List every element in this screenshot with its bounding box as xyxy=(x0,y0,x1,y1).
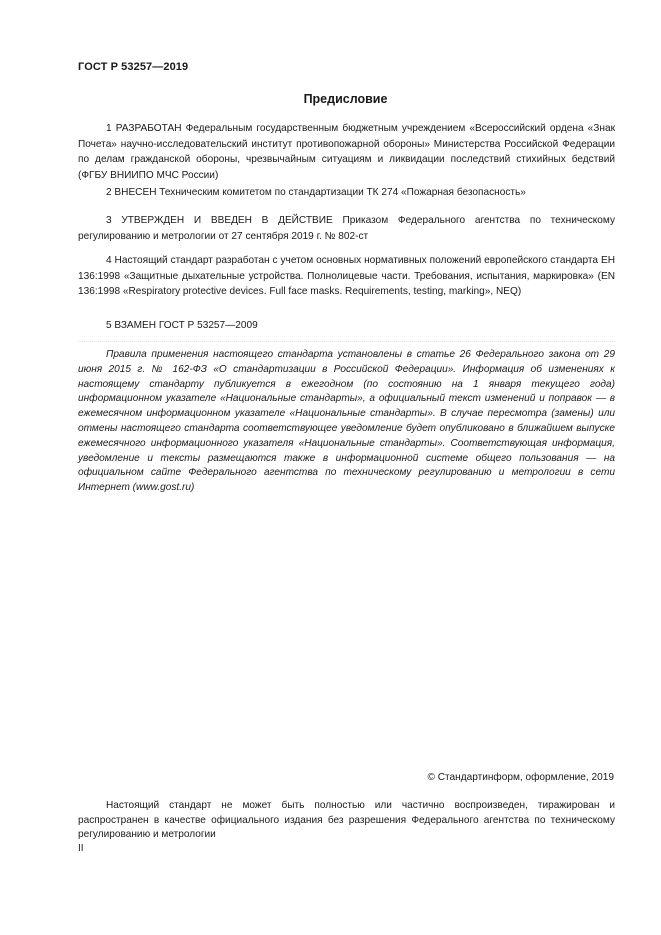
preface-item-basis: 4 Настоящий стандарт разработан с учетом основных нормативных положений европейского стандарта ЕН 136:1998 «Защитные дыхательные устройства. Полнолицевые части. Требования, испытания, маркировка» (EN 136:1998 «Respiratory protective devices. Full face masks. Requirements, testing, marking», NEQ) xyxy=(78,255,615,297)
page-number: II xyxy=(78,843,84,854)
preface-item-introduced: 2 ВНЕСЕН Техническим комитетом по стандартизации ТК 274 «Пожарная безопасность» xyxy=(106,187,526,198)
preface-item-replaces: 5 ВЗАМЕН ГОСТ Р 53257—2009 xyxy=(106,320,258,331)
copyright-line: © Стандартинформ, оформление, 2019 xyxy=(427,772,614,783)
reproduction-rights-text: Настоящий стандарт не может быть полностью или частично воспроизведен, тиражирован и распространен в качестве официального издания без разрешения Федерального агентства по техническому регулированию и метрологии xyxy=(78,800,615,840)
application-rules-notice: Правила применения настоящего стандарта установлены в статье 26 Федерального закона от 29 июня 2015 г. № 162-ФЗ «О стандартизации в Российской Федерации». Информация об изменениях к настоящему стандарту публикуется в ежегодном (по состоянию на 1 января текущего года) информационном указателе «Национальные стандарты», а официальный текст изменений и поправок — в ежемесячном информационном указателе «Национальные стандарты». В случае пересмотра (замены) или отмены настоящего стандарта соответствующее уведомление будет опубликовано в ближайшем выпуске ежемесячного информационного указателя «Национальные стандарты». Соответствующая информация, уведомление и тексты размещаются также в информационной системе общего пользования — на официальном сайте Федерального агентства по техническому регулированию и метрологии в сети Интернет (www.gost.ru) xyxy=(78,349,615,494)
preface-item-approved: 3 УТВЕРЖДЕН И ВВЕДЕН В ДЕЙСТВИЕ Приказом Федерального агентства по техническому регулированию и метрологии от 27 сентября 2019 г. № 802-ст xyxy=(78,215,615,242)
preface-title: Предисловие xyxy=(303,92,388,106)
section-divider xyxy=(78,341,615,342)
preface-item-developed: 1 РАЗРАБОТАН Федеральным государственным бюджетным учреждением «Всероссийский ордена «Знак Почета» научно-исследовательский институт противопожарной обороны» Министерства Российской Федерации по делам гражданской обороны, чрезвычайным ситуациям и ликвидации последствий стихийных бедствий (ФГБУ ВНИИПО МЧС России) xyxy=(78,123,615,181)
document-id-header: ГОСТ Р 53257—2019 xyxy=(78,61,189,73)
